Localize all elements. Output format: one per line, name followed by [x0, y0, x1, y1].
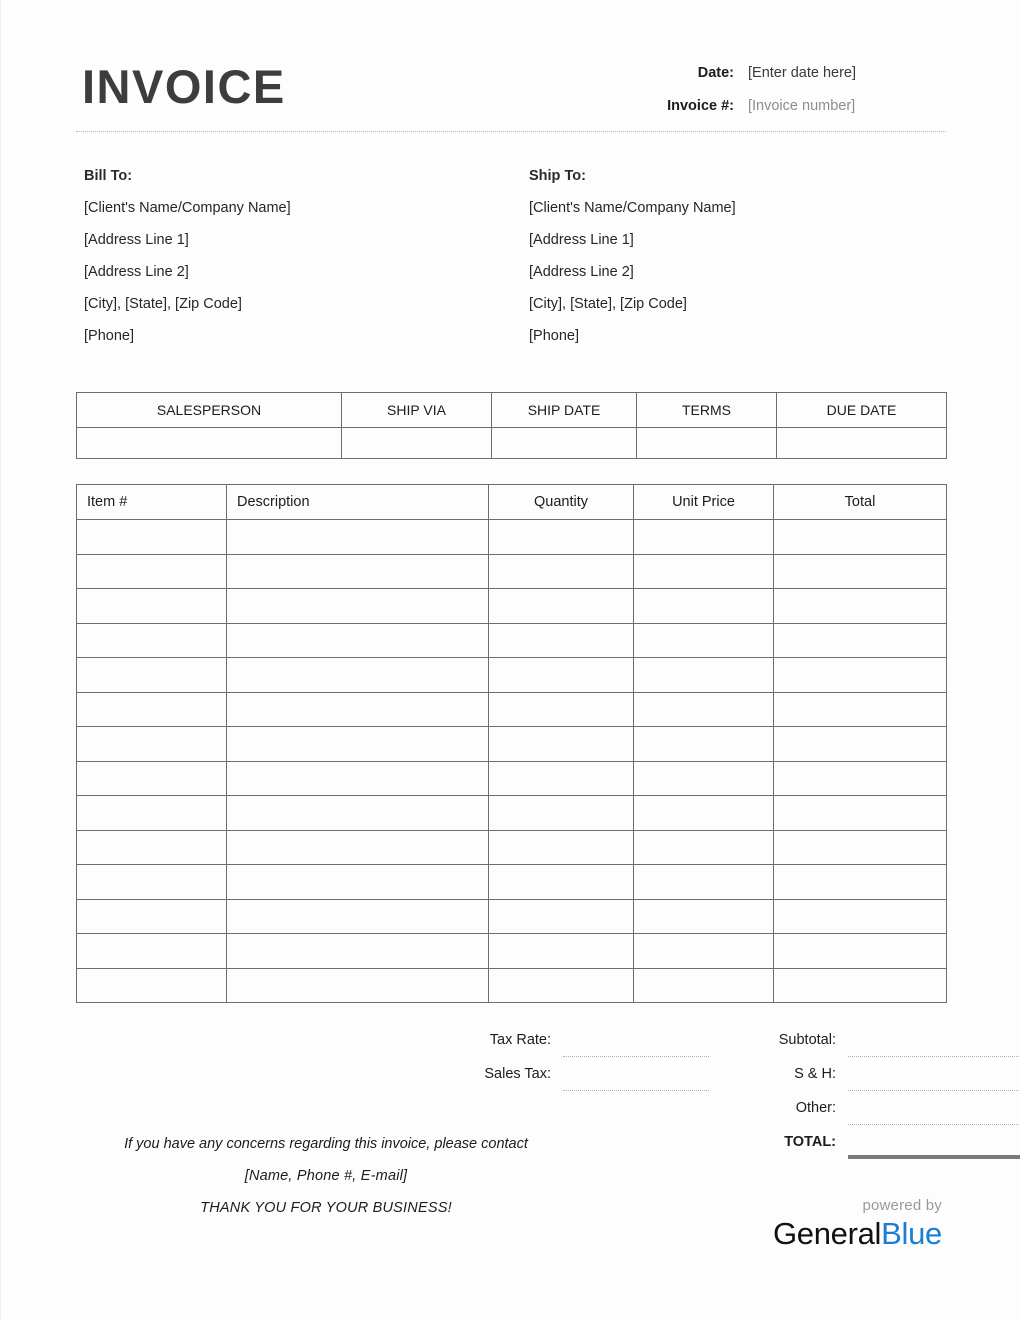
table-row [77, 428, 947, 459]
line-items-cell-item[interactable] [77, 520, 227, 555]
line-items-cell-total[interactable] [774, 830, 947, 865]
line-items-cell-item[interactable] [77, 830, 227, 865]
salesperson-cell-ship-date[interactable] [492, 428, 637, 459]
line-items-cell-description[interactable] [227, 589, 489, 624]
page-title: INVOICE [82, 60, 286, 113]
line-items-cell-description[interactable] [227, 761, 489, 796]
line-items-header-unit-price: Unit Price [634, 485, 774, 520]
line-items-cell-item[interactable] [77, 554, 227, 589]
line-items-cell-item[interactable] [77, 623, 227, 658]
line-items-cell-quantity[interactable] [489, 899, 634, 934]
footer-thank-you: THANK YOU FOR YOUR BUSINESS! [200, 1200, 452, 1216]
brand-name-blue: Blue [881, 1216, 942, 1251]
line-items-cell-description[interactable] [227, 520, 489, 555]
line-items-cell-quantity[interactable] [489, 968, 634, 1003]
bill-to-line-5[interactable]: [Phone] [84, 328, 134, 344]
line-items-cell-description[interactable] [227, 554, 489, 589]
ship-to-line-1[interactable]: [Client's Name/Company Name] [529, 200, 736, 216]
line-items-cell-item[interactable] [77, 761, 227, 796]
line-items-cell-item[interactable] [77, 658, 227, 693]
shipping-handling-label: S & H: [794, 1066, 836, 1082]
line-items-cell-description[interactable] [227, 692, 489, 727]
line-items-cell-total[interactable] [774, 865, 947, 900]
address-section [76, 168, 946, 360]
line-items-cell-total[interactable] [774, 520, 947, 555]
line-items-cell-description[interactable] [227, 623, 489, 658]
salesperson-header-salesperson: SALESPERSON [77, 393, 342, 428]
line-items-cell-quantity[interactable] [489, 520, 634, 555]
grand-total-label: TOTAL: [784, 1134, 836, 1150]
salesperson-cell-terms[interactable] [637, 428, 777, 459]
ship-to-line-3[interactable]: [Address Line 2] [529, 264, 634, 280]
table-row [77, 589, 947, 624]
table-row [77, 830, 947, 865]
date-value[interactable]: [Enter date here] [748, 65, 857, 81]
header-divider [76, 131, 946, 132]
line-items-cell-item[interactable] [77, 968, 227, 1003]
line-items-cell-total[interactable] [774, 589, 947, 624]
line-items-cell-total[interactable] [774, 761, 947, 796]
grand-total-row [674, 1128, 1020, 1162]
shipping-handling-value[interactable] [848, 1060, 1020, 1091]
tax-rate-label: Tax Rate: [489, 1032, 551, 1048]
line-items-cell-total[interactable] [774, 623, 947, 658]
subtotal-label: Subtotal: [778, 1032, 836, 1048]
line-items-cell-unit-price[interactable] [634, 623, 774, 658]
line-items-cell-description[interactable] [227, 727, 489, 762]
line-items-cell-item[interactable] [77, 727, 227, 762]
sales-tax-label: Sales Tax: [484, 1066, 551, 1082]
line-items-cell-total[interactable] [774, 554, 947, 589]
line-items-cell-unit-price[interactable] [634, 554, 774, 589]
line-items-cell-unit-price[interactable] [634, 520, 774, 555]
table-row [77, 865, 947, 900]
table-row [77, 623, 947, 658]
line-items-cell-quantity[interactable] [489, 589, 634, 624]
line-items-body [77, 520, 947, 1003]
line-items-cell-quantity[interactable] [489, 865, 634, 900]
line-items-cell-total[interactable] [774, 727, 947, 762]
salesperson-header-terms: TERMS [637, 393, 777, 428]
ship-to-line-4[interactable]: [City], [State], [Zip Code] [529, 296, 687, 312]
table-row [77, 658, 947, 693]
line-items-cell-quantity[interactable] [489, 830, 634, 865]
brand-name-general: General [772, 1216, 882, 1251]
table-row [77, 692, 947, 727]
line-items-cell-item[interactable] [77, 589, 227, 624]
table-row [77, 968, 947, 1003]
line-items-cell-item[interactable] [77, 692, 227, 727]
line-items-cell-unit-price[interactable] [634, 865, 774, 900]
invoice-number-value[interactable]: [Invoice number] [748, 98, 856, 114]
line-items-cell-description[interactable] [227, 968, 489, 1003]
tax-rate-row [321, 1026, 709, 1060]
date-row [616, 65, 946, 98]
salesperson-table [76, 392, 947, 459]
bill-to-line-4[interactable]: [City], [State], [Zip Code] [84, 296, 242, 312]
powered-by-label: powered by [862, 1197, 942, 1214]
line-items-cell-unit-price[interactable] [634, 830, 774, 865]
line-items-cell-total[interactable] [774, 899, 947, 934]
ship-to-line-2[interactable]: [Address Line 1] [529, 232, 634, 248]
subtotal-value[interactable] [848, 1026, 1020, 1057]
sales-tax-row [321, 1060, 709, 1094]
tax-totals-group [321, 1026, 709, 1094]
salesperson-header-ship-via: SHIP VIA [342, 393, 492, 428]
bill-to-line-3[interactable]: [Address Line 2] [84, 264, 189, 280]
line-items-cell-quantity[interactable] [489, 796, 634, 831]
line-items-cell-quantity[interactable] [489, 727, 634, 762]
table-row [77, 554, 947, 589]
salesperson-cell-ship-via[interactable] [342, 428, 492, 459]
generalblue-logo [773, 1198, 942, 1249]
line-items-cell-item[interactable] [77, 865, 227, 900]
invoice-number-label: Invoice #: [667, 98, 734, 114]
salesperson-header-row [77, 393, 947, 428]
invoice-meta [616, 65, 946, 131]
line-items-cell-description[interactable] [227, 865, 489, 900]
line-items-header-description: Description [227, 485, 489, 520]
table-row [77, 761, 947, 796]
line-items-cell-total[interactable] [774, 692, 947, 727]
line-items-cell-description[interactable] [227, 830, 489, 865]
line-items-cell-total[interactable] [774, 968, 947, 1003]
line-items-header-row [77, 485, 947, 520]
brand-wordmark [773, 1218, 942, 1249]
table-row [77, 796, 947, 831]
line-items-cell-unit-price[interactable] [634, 934, 774, 969]
line-items-table [76, 484, 947, 1003]
line-items-cell-unit-price[interactable] [634, 761, 774, 796]
ship-to-title: Ship To: [529, 168, 586, 184]
line-items-cell-item[interactable] [77, 796, 227, 831]
line-items-cell-quantity[interactable] [489, 934, 634, 969]
line-items-cell-quantity[interactable] [489, 554, 634, 589]
ship-to-line-5[interactable]: [Phone] [529, 328, 579, 344]
other-row [674, 1094, 1020, 1128]
line-items-cell-description[interactable] [227, 658, 489, 693]
line-items-header-total: Total [774, 485, 947, 520]
line-items-cell-total[interactable] [774, 934, 947, 969]
table-row [77, 520, 947, 555]
footer-contact-text: If you have any concerns regarding this invoice, please contact [124, 1136, 528, 1152]
line-items-cell-unit-price[interactable] [634, 727, 774, 762]
line-items-header-quantity: Quantity [489, 485, 634, 520]
line-items-cell-quantity[interactable] [489, 692, 634, 727]
line-items-cell-total[interactable] [774, 796, 947, 831]
line-items-cell-description[interactable] [227, 934, 489, 969]
line-items-cell-item[interactable] [77, 899, 227, 934]
date-label: Date: [697, 65, 734, 81]
line-items-cell-item[interactable] [77, 934, 227, 969]
table-row [77, 899, 947, 934]
bill-to-title: Bill To: [84, 168, 133, 184]
line-items-cell-unit-price[interactable] [634, 692, 774, 727]
other-value[interactable] [848, 1094, 1020, 1125]
invoice-header [76, 55, 946, 133]
salesperson-header-ship-date: SHIP DATE [492, 393, 637, 428]
ship-to-block [511, 168, 946, 360]
line-items-cell-unit-price[interactable] [634, 968, 774, 1003]
bill-to-line-2[interactable]: [Address Line 1] [84, 232, 189, 248]
line-items-cell-description[interactable] [227, 796, 489, 831]
other-label: Other: [795, 1100, 836, 1116]
line-items-cell-quantity[interactable] [489, 658, 634, 693]
line-items-cell-unit-price[interactable] [634, 899, 774, 934]
line-items-cell-description[interactable] [227, 899, 489, 934]
bill-to-block [76, 168, 511, 360]
subtotal-row [674, 1026, 1020, 1060]
line-items-header-item: Item # [77, 485, 227, 520]
line-items-cell-unit-price[interactable] [634, 589, 774, 624]
line-items-cell-quantity[interactable] [489, 761, 634, 796]
line-items-cell-quantity[interactable] [489, 623, 634, 658]
footer-contact-placeholder[interactable]: [Name, Phone #, E-mail] [244, 1168, 408, 1184]
grand-total-value[interactable] [848, 1128, 1020, 1159]
salesperson-cell-due-date[interactable] [777, 428, 947, 459]
line-items-cell-unit-price[interactable] [634, 796, 774, 831]
table-row [77, 934, 947, 969]
table-row [77, 727, 947, 762]
line-items-cell-unit-price[interactable] [634, 658, 774, 693]
salesperson-header-due-date: DUE DATE [777, 393, 947, 428]
footer-note [76, 1136, 576, 1232]
amount-totals-group [674, 1026, 1020, 1162]
salesperson-cell-salesperson[interactable] [77, 428, 342, 459]
shipping-handling-row [674, 1060, 1020, 1094]
invoice-number-row [616, 98, 946, 131]
line-items-cell-total[interactable] [774, 658, 947, 693]
bill-to-line-1[interactable]: [Client's Name/Company Name] [84, 200, 291, 216]
